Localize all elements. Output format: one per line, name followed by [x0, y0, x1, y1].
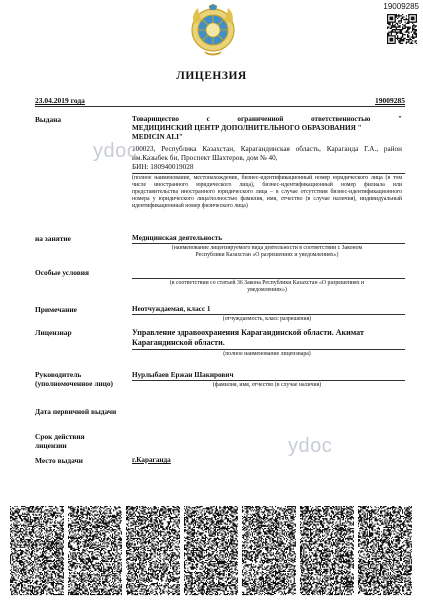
remark-rule: [132, 314, 405, 315]
validity-label-line2: лицензии: [35, 441, 67, 450]
issued-rule: [132, 173, 405, 174]
place-label: Место выдачи: [35, 456, 83, 465]
head-label-line2: (уполномоченное лицо): [35, 379, 114, 388]
conditions-note-line2: уведомлениях»): [247, 287, 287, 293]
kazakhstan-state-emblem-icon: [190, 4, 236, 56]
license-number: 19009285: [375, 96, 405, 105]
issued-note: (полное наименование, местонахождение, бизнес-идентификационный номер юридического лица (в том числе иностранного юридического лица), бизнес-идентификационный номер филиала или представительства иностранного юридического лица – в случае отсутствия бизнес-идентификационного номера у юридического лица/полностью фамилия, имя, отчество (в случае наличия), индивидуальный идентификационный номер физического лица): [132, 175, 402, 209]
org-name-line2: МЕДИЦИНСКИЙ ЦЕНТР ДОПОЛНИТЕЛЬНОГО ОБРАЗОВАНИЯ ": [132, 124, 362, 132]
licensor-value-line1: Управление здравоохранения Карагандинской области. Акимат: [132, 328, 364, 337]
header-rule: [35, 106, 405, 107]
licensor-note: (полное наименование лицензиара): [223, 351, 311, 357]
first-issue-label: Дата первичной выдачи: [35, 407, 117, 416]
conditions-rule: [132, 278, 405, 279]
barcode-strip: [10, 506, 415, 596]
head-label-line1: Руководитель: [35, 370, 82, 379]
remark-label: Примечание: [35, 305, 77, 314]
watermark: ydoc: [288, 435, 333, 457]
org-address: 100023, Республика Казахстан, Карагандинская область, Караганда Г.А., район им.Казыбек би, Проспект Шахтеров, дом № 40,: [132, 145, 402, 162]
head-value: Нурлыбаев Ержан Шакирович: [132, 371, 234, 379]
licensor-label: Лицензиар: [35, 328, 72, 337]
org-name-line1: Товарищество с ограниченной ответственностью ": [132, 115, 402, 123]
watermark: ydoc: [93, 140, 138, 162]
conditions-label: Особые условия: [35, 268, 89, 277]
issued-label: Выдана: [35, 115, 62, 124]
activity-rule: [132, 243, 405, 244]
activity-note-line2: Республики Казахстан «О разрешениях и уведомлениях»): [195, 252, 339, 258]
org-bin: БИН: 180940019028: [132, 163, 194, 171]
remark-value: Неотчуждаемая, класс 1: [132, 305, 211, 313]
org-name-line3: MEDICIN ALI": [132, 133, 183, 141]
place-value: г.Караганда: [132, 456, 171, 464]
document-title: ЛИЦЕНЗИЯ: [176, 70, 247, 82]
activity-label: на занятие: [35, 234, 71, 243]
licensor-rule: [132, 349, 405, 350]
license-date: 23.04.2019 года: [35, 96, 85, 105]
activity-value: Медицинская деятельность: [132, 234, 223, 242]
validity-label-line1: Срок действия: [35, 432, 85, 441]
qr-code-icon: [387, 14, 417, 44]
activity-note-line1: (наименование лицензируемого вида деятельности в соответствии с Законом: [171, 245, 363, 251]
licensor-value-line2: Карагандинской области.: [132, 338, 225, 347]
head-note: (фамилия, имя, отчество (в случае наличия): [212, 382, 322, 388]
head-rule: [132, 380, 405, 381]
doc-number-top: 19009285: [383, 2, 419, 11]
conditions-note-line1: (в соответствии со статьей 36 Закона Республики Казахстан «О разрешениях и: [169, 280, 365, 286]
remark-note: (отчуждаемость, класс разрешения): [222, 316, 312, 322]
